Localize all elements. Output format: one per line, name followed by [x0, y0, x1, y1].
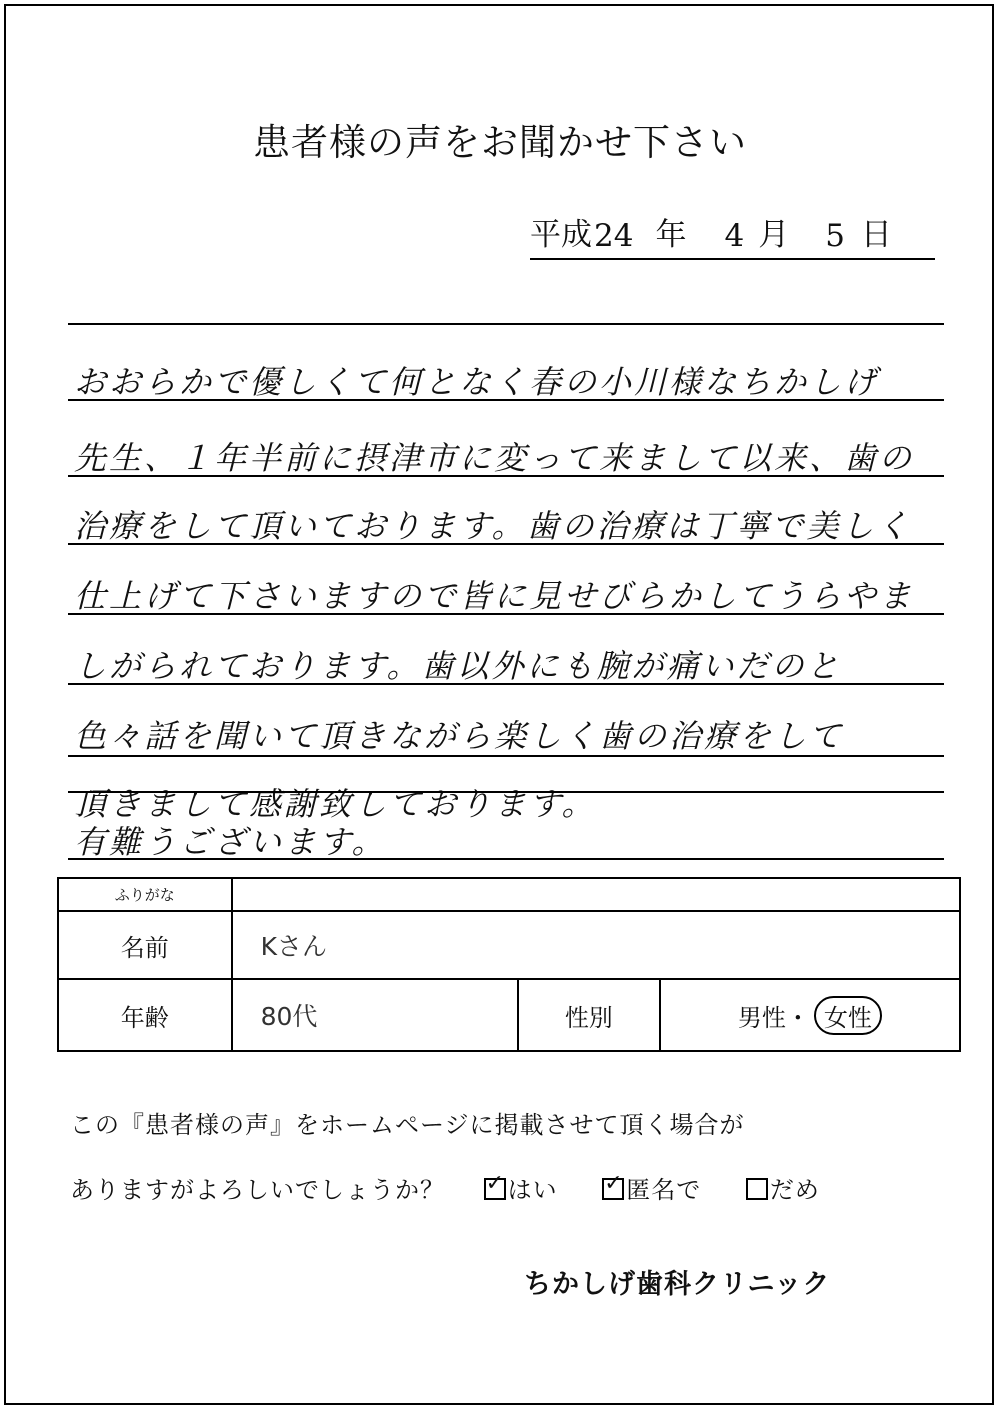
ruled-line	[68, 323, 944, 325]
option-yes-label: はい	[507, 1176, 558, 1204]
option-yes	[484, 1176, 558, 1204]
ruled-line	[68, 791, 944, 793]
comment-line-1: おおらかで優しくて何となく春の小川様なちかしげ	[74, 363, 880, 401]
date-year: 24	[594, 218, 634, 254]
date-field	[530, 212, 935, 260]
date-day: 5	[825, 218, 845, 254]
age-label: 年齢	[58, 979, 232, 1051]
checkbox-icon	[746, 1178, 768, 1200]
date-era: 平成	[530, 217, 592, 253]
publish-question-row	[70, 1170, 820, 1205]
comment-line-7: 頂きまして感謝致しております。	[74, 785, 597, 823]
comment-line-8: 有難うございます。	[74, 823, 387, 861]
sex-separator: ・	[785, 1003, 810, 1032]
option-anonymous-label: 匿名で	[626, 1176, 702, 1204]
ruled-line	[68, 613, 944, 615]
comment-line-4: 仕上げて下さいますので皆に見せびらかしてうらやま	[74, 577, 915, 615]
furigana-value	[232, 878, 960, 911]
checkbox-checked-icon	[602, 1178, 624, 1200]
sex-female-option-circled: 女性	[814, 996, 882, 1035]
comment-line-5: しがられております。歯以外にも腕が痛いだのと	[74, 647, 842, 685]
page-title: 患者様の声をお聞かせ下さい	[253, 121, 747, 164]
comment-line-2: 先生、１年半前に摂津市に変って来まして以来、歯の	[74, 439, 915, 477]
date-month: 4	[724, 218, 745, 254]
date-year-unit: 年	[655, 217, 687, 253]
comment-line-6: 色々話を聞いて頂きながら楽しく歯の治療をして	[74, 717, 845, 755]
date-day-unit: 日	[860, 217, 892, 253]
age-value: 80代	[232, 979, 518, 1051]
name-value: Kさん	[232, 911, 960, 979]
name-label: 名前	[58, 911, 232, 979]
publish-question-line-2: ありますがよろしいでしょうか？	[70, 1176, 445, 1204]
furigana-label: ふりがな	[58, 878, 232, 911]
ruled-line	[68, 543, 944, 545]
ruled-line	[68, 858, 944, 860]
ruled-line	[68, 683, 944, 685]
sex-options	[660, 979, 960, 1051]
patient-info-table	[57, 877, 961, 1052]
sex-male-option: 男性	[737, 1003, 786, 1032]
option-no-label: だめ	[769, 1176, 820, 1204]
date-month-unit: 月	[758, 217, 790, 253]
clinic-name: ちかしげ歯科クリニック	[524, 1269, 831, 1300]
publish-question-line-1: この『患者様の声』をホームページに掲載させて頂く場合が	[70, 1111, 745, 1139]
ruled-line	[68, 399, 944, 401]
option-anonymous	[602, 1176, 701, 1204]
ruled-line	[68, 755, 944, 757]
sex-label: 性別	[518, 979, 660, 1051]
checkbox-checked-icon	[484, 1178, 506, 1200]
ruled-line	[68, 475, 944, 477]
comment-line-3: 治療をして頂いております。歯の治療は丁寧で美しく	[74, 507, 912, 545]
option-no	[746, 1176, 820, 1204]
